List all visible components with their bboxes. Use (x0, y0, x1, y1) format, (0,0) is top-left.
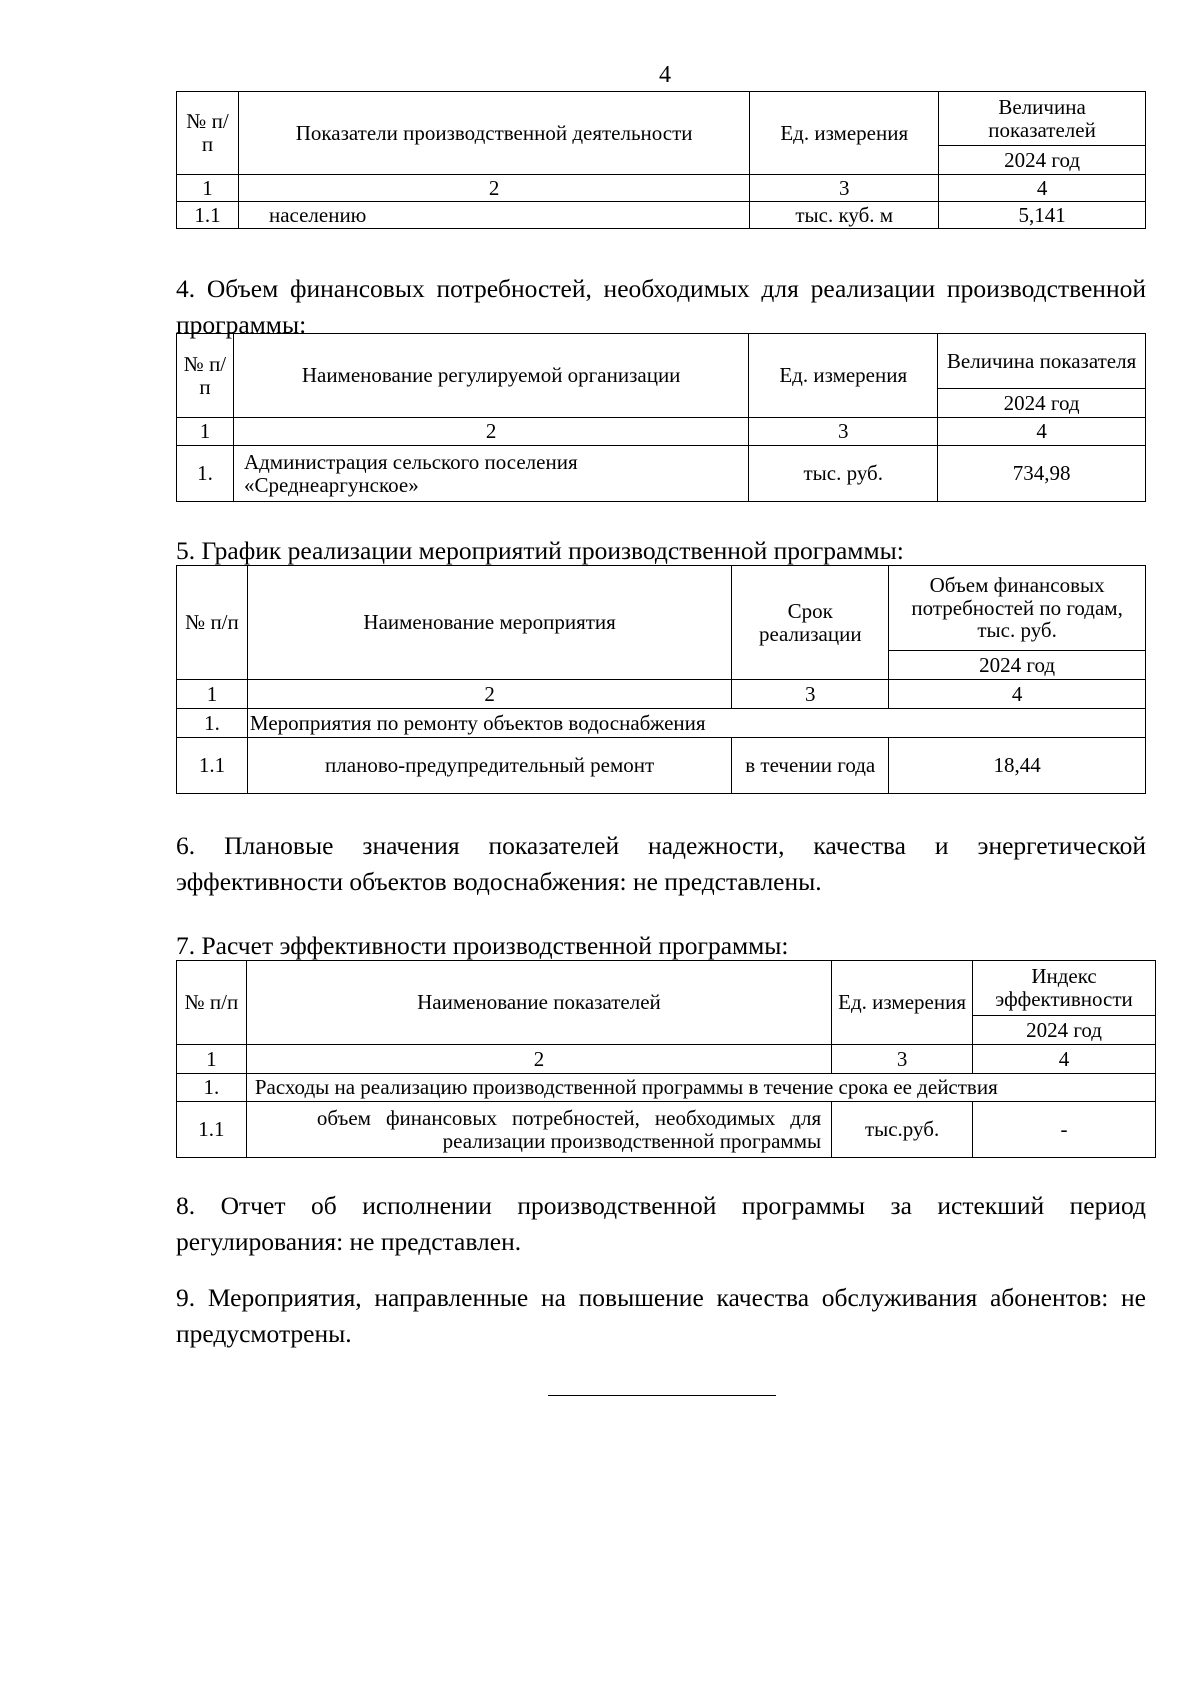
group-name: Расходы на реализацию производственной программы в течение срока ее действия (246, 1074, 1155, 1102)
header-unit: Ед. измерения (832, 961, 973, 1045)
production-indicators-table (176, 91, 1146, 229)
row-term: в течении года (732, 738, 889, 794)
table-header-row (177, 334, 1146, 389)
header-num: № п/п (177, 566, 248, 680)
index-row (177, 680, 1146, 709)
section-6-text: 6. Плановые значения показателей надежности, качества и энергетической эффективности объектов водоснабжения: не представлены. (176, 831, 1146, 896)
header-year: 2024 год (939, 146, 1146, 175)
row-num: 1.1 (177, 738, 248, 794)
index-row (177, 175, 1146, 202)
header-term: Срок реализации (732, 566, 889, 680)
index-cell: 1 (177, 1045, 247, 1074)
index-cell: 3 (749, 418, 938, 446)
header-year: 2024 год (889, 651, 1146, 680)
index-cell: 2 (246, 1045, 831, 1074)
index-cell: 4 (889, 680, 1146, 709)
index-cell: 3 (750, 175, 939, 202)
table-row (177, 202, 1146, 229)
table-header-row (177, 961, 1156, 1016)
index-cell: 4 (939, 175, 1146, 202)
efficiency-table (176, 960, 1156, 1158)
group-row (177, 1074, 1156, 1102)
row-name: Администрация сельского поселения «Среднеаргунское» (233, 446, 748, 502)
table-row (177, 738, 1146, 794)
header-year: 2024 год (938, 389, 1146, 418)
row-num: 1.1 (177, 202, 239, 229)
header-value: Индекс эффективности (973, 961, 1156, 1016)
section-7-title: 7. Расчет эффективности производственной программы: (176, 931, 789, 960)
row-value: 5,141 (939, 202, 1146, 229)
section-5-title: 5. График реализации мероприятий производственной программы: (176, 536, 904, 565)
index-cell: 3 (732, 680, 889, 709)
header-name: Наименование регулируемой организации (233, 334, 748, 418)
group-name: Мероприятия по ремонту объектов водоснабжения (247, 709, 1145, 738)
group-row (177, 709, 1146, 738)
row-unit: тыс.руб. (832, 1102, 973, 1158)
header-name: Наименование мероприятия (247, 566, 731, 680)
index-cell: 2 (233, 418, 748, 446)
row-name: планово-предупредительный ремонт (247, 738, 731, 794)
row-num: 1.1 (177, 1102, 247, 1158)
header-unit: Ед. измерения (749, 334, 938, 418)
header-value: Объем финансовых потребностей по годам, тыс. руб. (889, 566, 1146, 651)
table-header-row (177, 566, 1146, 651)
table-row (177, 446, 1146, 502)
end-divider (548, 1395, 776, 1396)
header-name: Показатели производственной деятельности (238, 92, 749, 175)
index-cell: 1 (177, 418, 234, 446)
section-8-text: 8. Отчет об исполнении производственной программы за истекший период регулирования: не представлен. (176, 1191, 1146, 1256)
row-value: 734,98 (938, 446, 1146, 502)
row-name: объем финансовых потребностей, необходимых для реализации производственной программы (246, 1102, 831, 1158)
row-value: 18,44 (889, 738, 1146, 794)
row-unit: тыс. куб. м (750, 202, 939, 229)
page-number: 4 (659, 62, 671, 88)
index-cell: 1 (177, 175, 239, 202)
index-row (177, 1045, 1156, 1074)
index-cell: 2 (247, 680, 731, 709)
header-value: Величина показателя (938, 334, 1146, 389)
row-name: населению (238, 202, 749, 229)
index-cell: 4 (938, 418, 1146, 446)
header-num: № п/п (177, 334, 234, 418)
index-cell: 3 (832, 1045, 973, 1074)
group-num: 1. (177, 709, 248, 738)
index-cell: 2 (238, 175, 749, 202)
row-unit: тыс. руб. (749, 446, 938, 502)
header-name: Наименование показателей (246, 961, 831, 1045)
header-num: № п/п (177, 961, 247, 1045)
index-cell: 1 (177, 680, 248, 709)
section-9-text: 9. Мероприятия, направленные на повышение качества обслуживания абонентов: не предусмотрены. (176, 1283, 1146, 1348)
table-header-row (177, 92, 1146, 146)
table-row (177, 1102, 1156, 1158)
section-4-title: 4. Объем финансовых потребностей, необходимых для реализации производственной программы: (176, 274, 1146, 339)
financial-needs-table (176, 333, 1146, 502)
schedule-table (176, 565, 1146, 794)
header-num: № п/п (177, 92, 239, 175)
row-value: - (973, 1102, 1156, 1158)
header-value: Величина показателей (939, 92, 1146, 146)
header-year: 2024 год (973, 1016, 1156, 1045)
header-unit: Ед. измерения (750, 92, 939, 175)
row-num: 1. (177, 446, 234, 502)
group-num: 1. (177, 1074, 247, 1102)
index-row (177, 418, 1146, 446)
index-cell: 4 (973, 1045, 1156, 1074)
